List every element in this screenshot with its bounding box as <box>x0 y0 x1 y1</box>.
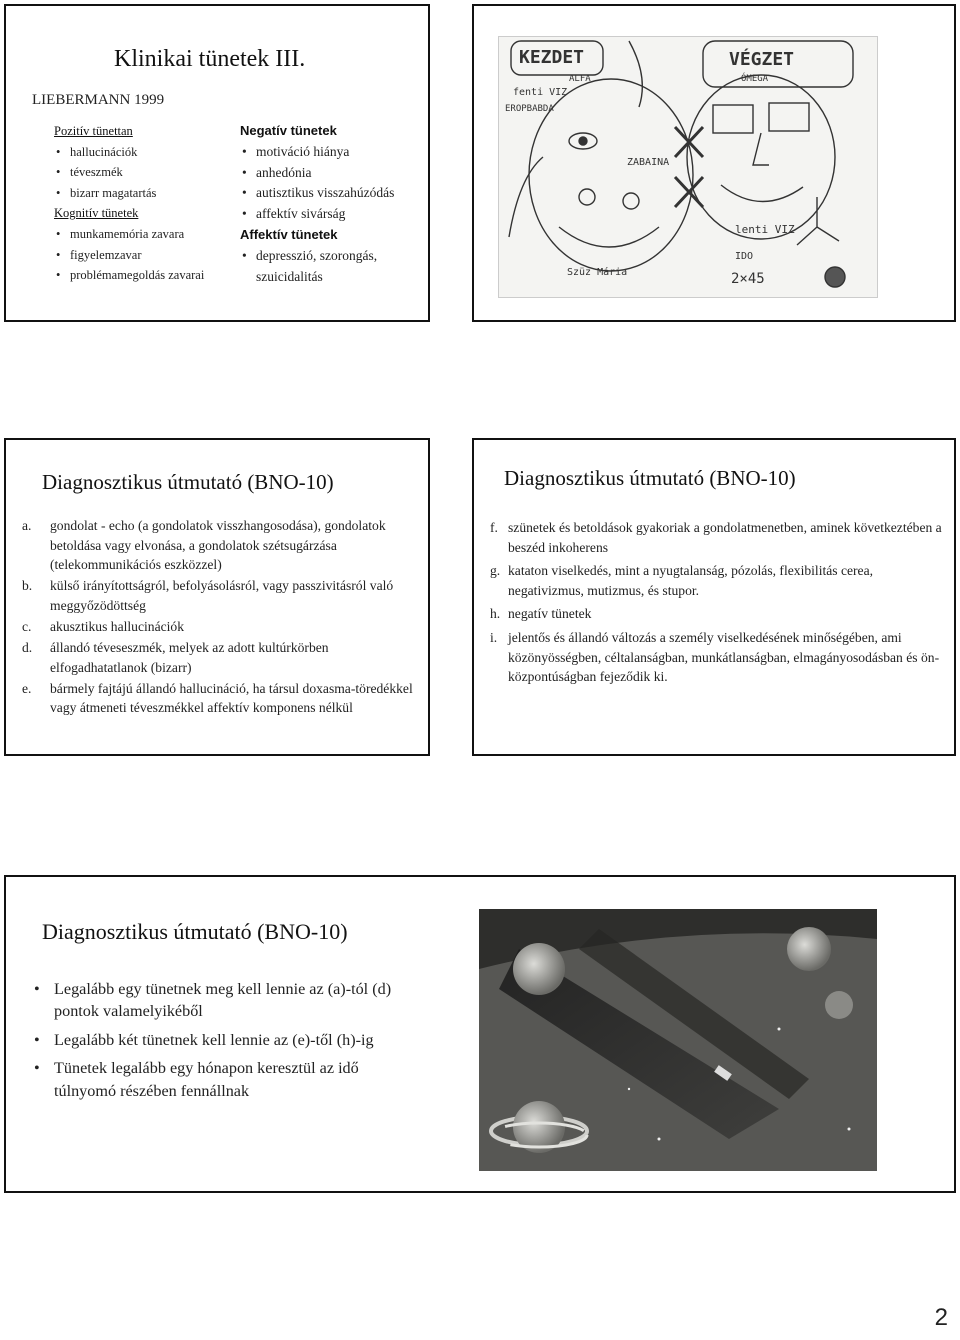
negative-list <box>240 142 428 225</box>
positive-list <box>54 142 230 204</box>
item-letter: e. <box>22 680 32 696</box>
item-letter: b. <box>22 578 33 594</box>
item-letter: f. <box>490 520 498 535</box>
drawing-label: EROPBABDA <box>505 104 554 114</box>
item-text: jelentős és állandó változás a személy viselkedésének minőségében, ami közönyösségben, céltalanságban, munkátlanságban, elmagányosodásban és ön-központúságban fejeződik ki. <box>508 629 940 685</box>
list-item <box>22 679 422 718</box>
item-letter: a. <box>22 518 32 533</box>
list-item <box>22 576 422 615</box>
slide-diagnostic-guide-3 <box>4 875 956 1193</box>
item-text: akusztikus hallucinációk <box>50 618 185 634</box>
list-item <box>22 516 422 575</box>
list-item: • munkamemória zavara <box>54 224 230 245</box>
list-item: • affektív sivárság <box>240 204 428 225</box>
drawing-label: fenti VIZ <box>513 87 568 98</box>
item-letter: h. <box>490 606 501 622</box>
list-item: • téveszmék <box>54 162 230 183</box>
negative-heading: Negatív tünetek <box>240 123 337 138</box>
patient-drawing-image <box>498 36 878 298</box>
item-letter: i. <box>490 629 498 645</box>
drawing-label: IDO <box>735 251 754 262</box>
left-column <box>54 121 230 286</box>
right-column <box>240 121 428 287</box>
list-item: • autisztikus visszahúzódás <box>240 183 428 204</box>
drawing-face-right <box>687 75 835 239</box>
slide-diagnostic-guide-1 <box>4 438 430 756</box>
list-item <box>490 518 950 557</box>
list-item: • figyelemzavar <box>54 245 230 266</box>
item-text: szünetek és betoldások gyakoriak a gondolatmenetben, aminek következtében a beszéd inkoherens <box>508 520 942 555</box>
slide-patient-drawing <box>472 4 956 322</box>
list-item: • motiváció hiánya <box>240 142 428 163</box>
slide-title: Diagnosztikus útmutató (BNO-10) <box>504 466 796 490</box>
slide-title: Klinikai tünetek III. <box>114 46 306 72</box>
cognitive-heading: Kognitív tünetek <box>54 206 139 221</box>
author-reference: LIEBERMANN 1999 <box>32 92 165 108</box>
list-item <box>490 604 950 624</box>
positive-heading: Pozitív tünettan <box>54 124 133 138</box>
cognitive-list <box>54 224 230 286</box>
drawing-label: ÓMEGA <box>741 74 769 84</box>
affective-heading: Affektív tünetek <box>240 226 338 242</box>
item-text: bármely fajtájú állandó hallucináció, ha társul doxasma-töredékkel vagy átmeneti téveszmékkel affektív komponens nélkül <box>50 680 413 716</box>
drawing-label: ALFA <box>569 74 591 84</box>
drawing-label: VÉGZET <box>729 49 795 70</box>
list-item <box>490 561 950 600</box>
requirements-list <box>32 978 412 1108</box>
item-text: negatív tünetek <box>508 606 592 622</box>
drawing-label: 2×45 <box>731 271 765 287</box>
criteria-list <box>490 518 950 691</box>
item-text: kataton viselkedés, mint a nyugtalanság, pózolás, flexibilitás cerea, negativizmus, mutizmus, és stupor. <box>508 563 874 598</box>
item-letter: d. <box>22 640 33 656</box>
item-text: állandó téveseszmék, melyek az adott kultúrkörben elfogadhatatlanok (bizarr) <box>50 640 329 675</box>
space-painting-image <box>479 909 877 1171</box>
item-letter: g. <box>490 563 501 579</box>
criteria-list <box>22 516 422 719</box>
list-item <box>22 617 422 637</box>
list-item: • Legalább két tünetnek kell lennie az (e)-től (h)-ig <box>32 1029 412 1051</box>
list-item <box>22 638 422 677</box>
drawing-label: KEZDET <box>519 47 585 68</box>
list-item: • hallucinációk <box>54 142 230 163</box>
slide-clinical-symptoms <box>4 4 430 322</box>
list-item <box>490 628 950 687</box>
list-item: • Legalább egy tünetnek meg kell lennie az (a)-tól (d) pontok valamelyikéből <box>32 978 412 1023</box>
drawing-label: ZABAINA <box>627 157 670 168</box>
list-item: • problémamegoldás zavarai <box>54 265 230 286</box>
slide-title: Diagnosztikus útmutató (BNO-10) <box>42 470 334 494</box>
item-text: külső irányítottságról, befolyásolásról, vagy passzivitásról való meggyőzödöttség <box>50 578 394 613</box>
list-item: • Tünetek legalább egy hónapon keresztül az idő túlnyomó részében fennállnak <box>32 1057 412 1102</box>
item-letter: c. <box>22 618 32 634</box>
drawing-label: Szüz Mária <box>567 267 628 278</box>
item-text: gondolat - echo (a gondolatok visszhangosodása), gondolatok betoldása vagy elvonása, a gondolatok szétsugárzása (telekommunikációs eszközzel) <box>50 518 386 573</box>
space-svg <box>479 909 877 1171</box>
list-item: • anhedónia <box>240 163 428 184</box>
slide-diagnostic-guide-2 <box>472 438 956 756</box>
affective-list <box>240 246 428 288</box>
drawing-svg <box>499 37 879 299</box>
list-item: • depresszió, szorongás, szuicidalitás <box>240 246 428 288</box>
drawing-label: lenti VIZ <box>735 223 795 236</box>
page-number: 2 <box>934 1304 948 1331</box>
list-item: • bizarr magatartás <box>54 183 230 204</box>
slide-title: Diagnosztikus útmutató (BNO-10) <box>42 919 348 944</box>
